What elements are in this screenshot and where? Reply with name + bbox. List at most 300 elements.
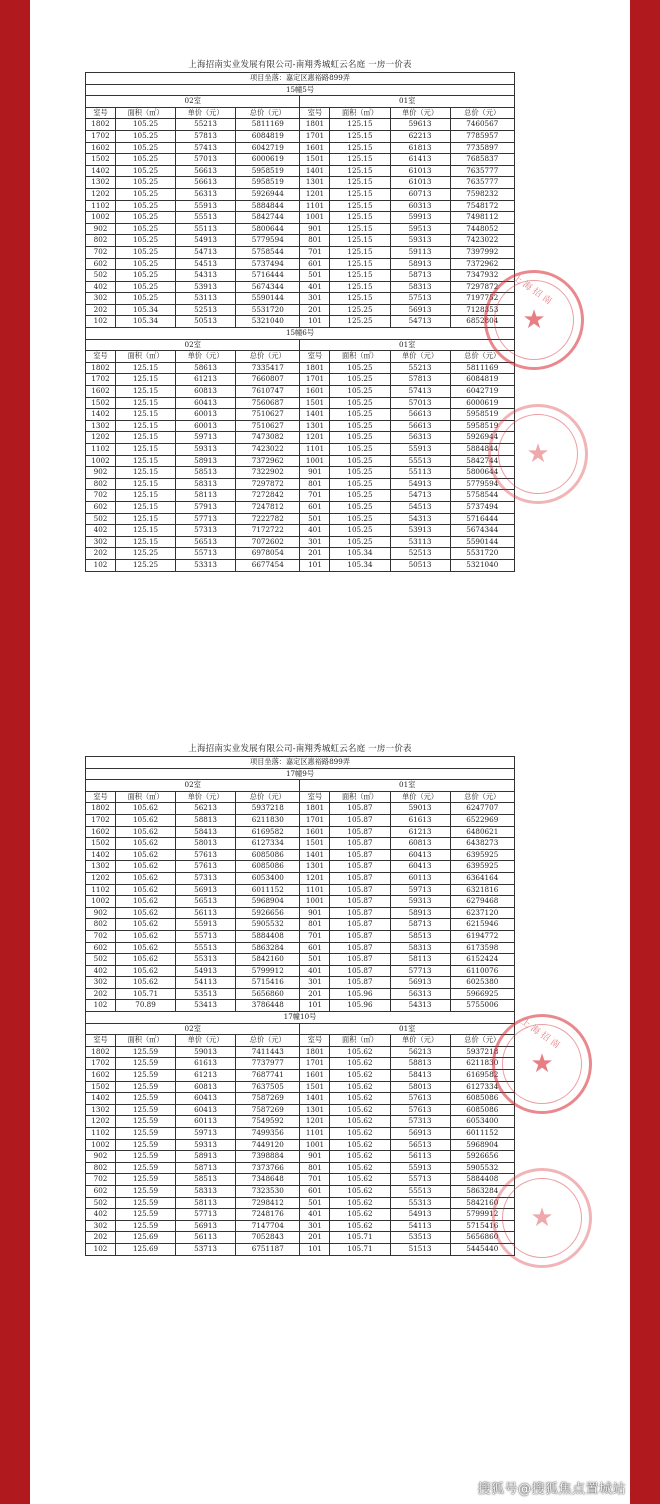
table-cell: 1501 <box>300 1081 330 1093</box>
table-cell: 57613 <box>390 1093 450 1105</box>
column-header: 总价（元） <box>236 1035 300 1047</box>
table-cell: 5958519 <box>450 409 514 421</box>
table-cell: 1602 <box>86 826 116 838</box>
building-label: 17幢10号 <box>86 1012 515 1024</box>
doc-title: 上海招南实业发展有限公司-南翔秀城虹云名庭 一房一价表 <box>188 744 412 754</box>
table-cell: 602 <box>86 1185 116 1197</box>
table-cell: 105.62 <box>116 942 176 954</box>
table-row <box>86 803 515 815</box>
table-cell: 60813 <box>390 838 450 850</box>
table-cell: 1202 <box>86 188 116 200</box>
column-header: 总价（元） <box>450 1035 514 1047</box>
table-cell: 125.15 <box>116 467 176 479</box>
table-cell: 801 <box>300 478 330 490</box>
column-header: 面积（㎡） <box>330 791 390 803</box>
table-cell: 54913 <box>176 235 236 247</box>
table-cell: 105.87 <box>330 896 390 908</box>
table-row <box>86 212 515 224</box>
table-cell: 1801 <box>300 119 330 131</box>
table-row <box>86 965 515 977</box>
table-cell: 57313 <box>390 1116 450 1128</box>
table-cell: 105.25 <box>330 374 390 386</box>
table-cell: 1502 <box>86 838 116 850</box>
table-cell: 105.25 <box>116 270 176 282</box>
table-row <box>86 559 515 571</box>
table-cell: 1402 <box>86 165 116 177</box>
table-cell: 55113 <box>390 467 450 479</box>
table-cell: 5905532 <box>236 919 300 931</box>
header-row <box>86 351 515 363</box>
table-cell: 105.25 <box>330 478 390 490</box>
table-cell: 58913 <box>390 907 450 919</box>
table-row <box>86 525 515 537</box>
table-cell: 6110076 <box>450 965 514 977</box>
table-cell: 57813 <box>390 374 450 386</box>
table-cell: 56913 <box>176 884 236 896</box>
table-cell: 105.25 <box>116 235 176 247</box>
table-cell: 105.62 <box>116 849 176 861</box>
table-cell: 7499356 <box>236 1128 300 1140</box>
table-cell: 105.87 <box>330 826 390 838</box>
table-cell: 6000619 <box>236 154 300 166</box>
table-cell: 57013 <box>176 154 236 166</box>
table-cell: 105.62 <box>330 1104 390 1116</box>
table-cell: 56113 <box>176 1232 236 1244</box>
table-cell: 125.15 <box>330 119 390 131</box>
building-label: 15幢5号 <box>86 84 515 96</box>
table-cell: 402 <box>86 965 116 977</box>
table-cell: 702 <box>86 490 116 502</box>
table-cell: 502 <box>86 954 116 966</box>
table-cell: 902 <box>86 467 116 479</box>
table-cell: 701 <box>300 246 330 258</box>
table-cell: 105.62 <box>330 1197 390 1209</box>
table-cell: 54713 <box>390 490 450 502</box>
table-cell: 125.15 <box>330 293 390 305</box>
table-cell: 57513 <box>390 293 450 305</box>
table-cell: 5758544 <box>236 246 300 258</box>
table-row <box>86 954 515 966</box>
table-cell: 7373766 <box>236 1162 300 1174</box>
table-row <box>86 1000 515 1012</box>
table-cell: 5884408 <box>450 1174 514 1186</box>
table-cell: 56613 <box>390 409 450 421</box>
table-cell: 56213 <box>176 803 236 815</box>
table-cell: 5800644 <box>236 223 300 235</box>
table-cell: 57613 <box>176 861 236 873</box>
table-cell: 1702 <box>86 814 116 826</box>
table-cell: 105.25 <box>330 420 390 432</box>
table-cell: 105.25 <box>330 409 390 421</box>
table-row <box>86 490 515 502</box>
table-cell: 56213 <box>390 1046 450 1058</box>
table-cell: 7322902 <box>236 467 300 479</box>
table-cell: 1701 <box>300 130 330 142</box>
table-cell: 5884844 <box>450 444 514 456</box>
building-row <box>86 328 515 340</box>
table-row <box>86 142 515 154</box>
table-cell: 125.15 <box>330 281 390 293</box>
table-cell: 7398884 <box>236 1151 300 1163</box>
table-cell: 59313 <box>390 896 450 908</box>
table-cell: 70.89 <box>116 1000 176 1012</box>
table-cell: 1501 <box>300 397 330 409</box>
table-cell: 53113 <box>390 536 450 548</box>
table-cell: 58613 <box>176 362 236 374</box>
table-cell: 1201 <box>300 432 330 444</box>
table-cell: 55313 <box>176 954 236 966</box>
seal-star-icon: ★ <box>530 1049 554 1079</box>
column-header: 总价（元） <box>236 791 300 803</box>
table-cell: 6085086 <box>450 1104 514 1116</box>
table-cell: 57913 <box>176 501 236 513</box>
table-cell: 59713 <box>176 1128 236 1140</box>
address-row <box>86 73 515 85</box>
table-cell: 60713 <box>390 188 450 200</box>
table-cell: 7222782 <box>236 513 300 525</box>
table-cell: 7052843 <box>236 1232 300 1244</box>
table-cell: 125.15 <box>116 432 176 444</box>
table-row <box>86 1220 515 1232</box>
table-cell: 55913 <box>176 919 236 931</box>
table-cell: 6247707 <box>450 803 514 815</box>
table-cell: 53513 <box>390 1232 450 1244</box>
table-cell: 56313 <box>176 188 236 200</box>
column-header: 室号 <box>86 1035 116 1047</box>
table-cell: 54713 <box>390 316 450 328</box>
table-cell: 501 <box>300 513 330 525</box>
table-cell: 105.25 <box>330 397 390 409</box>
column-header: 单价（元） <box>390 791 450 803</box>
table-cell: 55913 <box>390 1162 450 1174</box>
table-cell: 61413 <box>390 154 450 166</box>
table-cell: 6169582 <box>450 1070 514 1082</box>
table-cell: 53713 <box>176 1243 236 1255</box>
table-cell: 5811169 <box>450 362 514 374</box>
column-header: 室号 <box>300 1035 330 1047</box>
table-cell: 1001 <box>300 455 330 467</box>
table-cell: 105.62 <box>330 1116 390 1128</box>
table-cell: 61213 <box>176 374 236 386</box>
table-cell: 7660807 <box>236 374 300 386</box>
table-cell: 7348648 <box>236 1174 300 1186</box>
table-cell: 602 <box>86 942 116 954</box>
table-cell: 6395925 <box>450 849 514 861</box>
table-cell: 105.62 <box>116 814 176 826</box>
table-cell: 56513 <box>176 536 236 548</box>
table-cell: 6127334 <box>450 1081 514 1093</box>
table-cell: 105.96 <box>330 1000 390 1012</box>
table-cell: 201 <box>300 988 330 1000</box>
table-cell: 125.15 <box>330 130 390 142</box>
table-cell: 125.15 <box>116 525 176 537</box>
table-cell: 502 <box>86 270 116 282</box>
table-cell: 1101 <box>300 1128 330 1140</box>
unit-label-left: 02室 <box>86 96 300 108</box>
table-cell: 125.15 <box>330 142 390 154</box>
table-cell: 105.34 <box>116 316 176 328</box>
table-cell: 1302 <box>86 1104 116 1116</box>
table-cell: 105.25 <box>116 223 176 235</box>
table-cell: 5531720 <box>236 304 300 316</box>
table-row <box>86 1185 515 1197</box>
table-cell: 125.15 <box>330 235 390 247</box>
table-cell: 1301 <box>300 861 330 873</box>
table-cell: 61213 <box>176 1070 236 1082</box>
table-cell: 5842744 <box>450 455 514 467</box>
table-cell: 105.87 <box>330 872 390 884</box>
table-cell: 5321040 <box>236 316 300 328</box>
table-cell: 6042719 <box>450 386 514 398</box>
table-cell: 56113 <box>390 1151 450 1163</box>
table-cell: 501 <box>300 270 330 282</box>
table-cell: 5716444 <box>236 270 300 282</box>
table-cell: 6677454 <box>236 559 300 571</box>
table-row <box>86 119 515 131</box>
table-cell: 125.59 <box>116 1151 176 1163</box>
table-cell: 602 <box>86 258 116 270</box>
table-cell: 61013 <box>390 177 450 189</box>
table-cell: 60413 <box>176 397 236 409</box>
table-cell: 5966925 <box>450 988 514 1000</box>
table-cell: 105.62 <box>116 919 176 931</box>
table-cell: 7335417 <box>236 362 300 374</box>
table-cell: 6480621 <box>450 826 514 838</box>
table-cell: 102 <box>86 1243 116 1255</box>
table-cell: 125.59 <box>116 1220 176 1232</box>
seal-star-icon: ★ <box>526 439 550 469</box>
table-cell: 59613 <box>390 119 450 131</box>
table-cell: 5321040 <box>450 559 514 571</box>
table-cell: 105.25 <box>330 386 390 398</box>
building-label: 15幢6号 <box>86 328 515 340</box>
table-cell: 105.87 <box>330 919 390 931</box>
column-header: 单价（元） <box>390 107 450 119</box>
table-row <box>86 884 515 896</box>
table-cell: 801 <box>300 235 330 247</box>
table-row <box>86 1243 515 1255</box>
table-cell: 58113 <box>176 490 236 502</box>
table-cell: 125.69 <box>116 1243 176 1255</box>
table-cell: 7372962 <box>450 258 514 270</box>
table-cell: 7072602 <box>236 536 300 548</box>
table-cell: 52513 <box>390 548 450 560</box>
table-cell: 7587269 <box>236 1104 300 1116</box>
table-cell: 105.25 <box>116 281 176 293</box>
table-cell: 105.25 <box>116 212 176 224</box>
table-cell: 105.62 <box>330 1058 390 1070</box>
table-cell: 51513 <box>390 1243 450 1255</box>
table-cell: 102 <box>86 316 116 328</box>
table-cell: 802 <box>86 1162 116 1174</box>
header-row <box>86 1035 515 1047</box>
column-header: 单价（元） <box>176 791 236 803</box>
column-header: 单价（元） <box>176 107 236 119</box>
table-cell: 105.87 <box>330 977 390 989</box>
table-cell: 105.25 <box>116 154 176 166</box>
table-cell: 58313 <box>390 942 450 954</box>
column-header: 单价（元） <box>176 351 236 363</box>
table-cell: 125.59 <box>116 1104 176 1116</box>
table-cell: 401 <box>300 525 330 537</box>
table-cell: 501 <box>300 954 330 966</box>
header-row <box>86 791 515 803</box>
table-cell: 1102 <box>86 884 116 896</box>
table-cell: 801 <box>300 1162 330 1174</box>
table-cell: 5884408 <box>236 930 300 942</box>
table-cell: 1602 <box>86 1070 116 1082</box>
table-cell: 60413 <box>390 849 450 861</box>
table-cell: 6751187 <box>236 1243 300 1255</box>
table-cell: 5590144 <box>450 536 514 548</box>
table-row <box>86 444 515 456</box>
table-row <box>86 362 515 374</box>
table-row <box>86 270 515 282</box>
column-header: 总价（元） <box>236 107 300 119</box>
table-cell: 105.62 <box>116 930 176 942</box>
table-cell: 401 <box>300 1209 330 1221</box>
table-cell: 125.25 <box>330 316 390 328</box>
table-cell: 56613 <box>176 177 236 189</box>
table-cell: 125.25 <box>116 559 176 571</box>
table-cell: 5758544 <box>450 490 514 502</box>
table-cell: 125.59 <box>116 1209 176 1221</box>
table-cell: 5926944 <box>450 432 514 444</box>
table-cell: 59113 <box>390 246 450 258</box>
table-cell: 5937218 <box>450 1046 514 1058</box>
table-row <box>86 1174 515 1186</box>
table-cell: 125.15 <box>116 490 176 502</box>
table-cell: 1502 <box>86 154 116 166</box>
table-cell: 1802 <box>86 119 116 131</box>
table-cell: 6127334 <box>236 838 300 850</box>
table-cell: 61213 <box>390 826 450 838</box>
table-cell: 5674344 <box>450 525 514 537</box>
table-cell: 101 <box>300 559 330 571</box>
table-cell: 1702 <box>86 374 116 386</box>
table-cell: 105.87 <box>330 861 390 873</box>
table-cell: 901 <box>300 467 330 479</box>
table-cell: 6053400 <box>450 1116 514 1128</box>
column-header: 面积（㎡） <box>330 351 390 363</box>
table-cell: 54913 <box>390 1209 450 1221</box>
table-cell: 50513 <box>176 316 236 328</box>
table-cell: 6173598 <box>450 942 514 954</box>
table-cell: 5811169 <box>236 119 300 131</box>
table-cell: 57413 <box>176 142 236 154</box>
table-cell: 202 <box>86 1232 116 1244</box>
table-cell: 105.25 <box>330 444 390 456</box>
table-cell: 5656860 <box>450 1232 514 1244</box>
column-header: 室号 <box>300 107 330 119</box>
table-cell: 7510627 <box>236 409 300 421</box>
table-cell: 1702 <box>86 1058 116 1070</box>
table-cell: 52513 <box>176 304 236 316</box>
table-cell: 105.62 <box>330 1151 390 1163</box>
table-cell: 58413 <box>390 1070 450 1082</box>
table-row <box>86 988 515 1000</box>
table-cell: 7460567 <box>450 119 514 131</box>
table-row <box>86 977 515 989</box>
table-cell: 57713 <box>390 965 450 977</box>
table-cell: 7397992 <box>450 246 514 258</box>
table-cell: 6085086 <box>236 861 300 873</box>
table-cell: 125.59 <box>116 1174 176 1186</box>
table-cell: 1301 <box>300 177 330 189</box>
table-cell: 58713 <box>390 270 450 282</box>
table-cell: 105.25 <box>330 432 390 444</box>
table-cell: 6085086 <box>236 849 300 861</box>
table-cell: 60813 <box>176 386 236 398</box>
table-cell: 6000619 <box>450 397 514 409</box>
table-cell: 105.25 <box>116 165 176 177</box>
table-cell: 125.15 <box>116 536 176 548</box>
table-cell: 7298412 <box>236 1197 300 1209</box>
table-cell: 5800644 <box>450 467 514 479</box>
table-cell: 125.25 <box>116 548 176 560</box>
table-cell: 125.15 <box>116 374 176 386</box>
table-cell: 105.96 <box>330 988 390 1000</box>
table-cell: 7610747 <box>236 386 300 398</box>
table-cell: 125.15 <box>116 397 176 409</box>
table-cell: 7449120 <box>236 1139 300 1151</box>
table-cell: 5958519 <box>236 165 300 177</box>
table-cell: 62213 <box>390 130 450 142</box>
table-cell: 401 <box>300 965 330 977</box>
table-cell: 7247812 <box>236 501 300 513</box>
table-row <box>86 1046 515 1058</box>
table-cell: 6152424 <box>450 954 514 966</box>
unit-label-right: 01室 <box>300 780 515 792</box>
table-cell: 5958519 <box>450 420 514 432</box>
table-cell: 1002 <box>86 896 116 908</box>
table-cell: 5674344 <box>236 281 300 293</box>
table-cell: 701 <box>300 930 330 942</box>
table-cell: 1601 <box>300 142 330 154</box>
table-cell: 902 <box>86 907 116 919</box>
column-header: 单价（元） <box>390 351 450 363</box>
table-cell: 601 <box>300 258 330 270</box>
table-cell: 5799912 <box>450 1209 514 1221</box>
table-cell: 57613 <box>390 1104 450 1116</box>
table-cell: 58113 <box>176 1197 236 1209</box>
table-cell: 105.62 <box>330 1209 390 1221</box>
table-cell: 57313 <box>176 525 236 537</box>
table-row <box>86 1070 515 1082</box>
table-cell: 601 <box>300 1185 330 1197</box>
table-cell: 53913 <box>390 525 450 537</box>
table-row <box>86 907 515 919</box>
table-cell: 5926656 <box>450 1151 514 1163</box>
table-cell: 7635777 <box>450 165 514 177</box>
table-cell: 55513 <box>176 942 236 954</box>
table-cell: 105.34 <box>330 559 390 571</box>
table-row <box>86 861 515 873</box>
table-cell: 5799912 <box>236 965 300 977</box>
table-cell: 7448052 <box>450 223 514 235</box>
table-cell: 58913 <box>176 455 236 467</box>
table-cell: 7297872 <box>450 281 514 293</box>
seal-star-icon: ★ <box>522 305 546 335</box>
table-cell: 61613 <box>176 1058 236 1070</box>
table-cell: 105.25 <box>116 119 176 131</box>
column-header: 单价（元） <box>390 1035 450 1047</box>
table-cell: 5737494 <box>236 258 300 270</box>
column-header: 面积（㎡） <box>116 791 176 803</box>
table-cell: 6978054 <box>236 548 300 560</box>
project-address: 项目坐落：嘉定区惠裕路899弄 <box>86 757 515 769</box>
table-cell: 105.62 <box>116 954 176 966</box>
